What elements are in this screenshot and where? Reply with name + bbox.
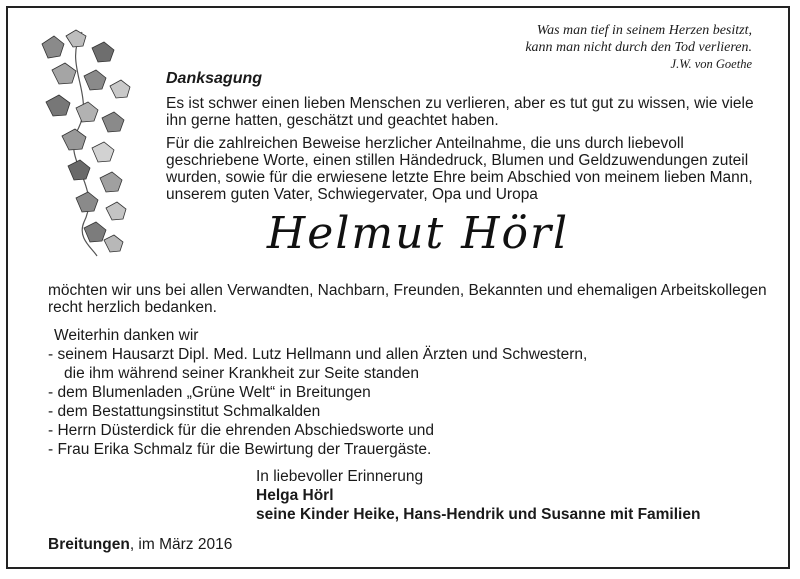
thanks-paragraph: möchten wir uns bei allen Verwandten, Nachbarn, Freunden, Bekannten und ehemaligen Arbeitskollegen recht herzlich bedanken. xyxy=(48,282,767,316)
quote-author: J.W. von Goethe xyxy=(670,57,752,71)
list-item: - seinem Hausarzt Dipl. Med. Lutz Hellmann und allen Ärzten und Schwestern, xyxy=(48,346,588,363)
obituary-notice xyxy=(6,6,790,569)
list-item: - dem Blumenladen „Grüne Welt“ in Breitungen xyxy=(48,384,371,401)
further-thanks-intro: Weiterhin danken wir xyxy=(54,327,199,344)
list-item: - dem Bestattungsinstitut Schmalkalden xyxy=(48,403,321,420)
place-date xyxy=(48,536,232,554)
signature-block xyxy=(256,467,700,524)
place: Breitungen xyxy=(48,536,130,553)
deceased-name: Helmut Hörl xyxy=(266,208,570,259)
list-item: die ihm während seiner Krankheit zur Seite standen xyxy=(64,365,419,382)
goethe-quote xyxy=(525,22,752,73)
list-item: - Frau Erika Schmalz für die Bewirtung der Trauergäste. xyxy=(48,441,432,458)
thanks-list xyxy=(48,345,768,459)
list-item: - Herrn Düsterdick für die ehrenden Abschiedsworte und xyxy=(48,422,434,439)
ivy-decoration xyxy=(22,26,152,258)
thanks-heading: Danksagung xyxy=(166,70,263,87)
signature-widow: Helga Hörl xyxy=(256,487,334,504)
signature-family: seine Kinder Heike, Hans-Hendrik und Susanne mit Familien xyxy=(256,506,701,523)
date: , im März 2016 xyxy=(129,536,233,553)
signature-intro: In liebevoller Erinnerung xyxy=(256,468,424,485)
quote-line-2: kann man nicht durch den Tod verlieren. xyxy=(525,40,752,55)
quote-line-1: Was man tief in seinem Herzen besitzt, xyxy=(536,23,752,38)
intro-paragraph: Es ist schwer einen lieben Menschen zu verlieren, aber es tut gut zu wissen, wie viele ihn gerne hatten, geschätzt und geachtet haben. xyxy=(166,95,754,129)
condolence-paragraph: Für die zahlreichen Beweise herzlicher Anteilnahme, die uns durch liebevoll geschriebene Worte, einen stillen Händedruck, Blumen und Geldzuwendungen zuteil wurden, sowie für die erwiesene letzte Ehre beim Abschied von meinem lieben Mann, unserem guten Vater, Schwiegervater, Opa und Uropa xyxy=(166,135,753,203)
